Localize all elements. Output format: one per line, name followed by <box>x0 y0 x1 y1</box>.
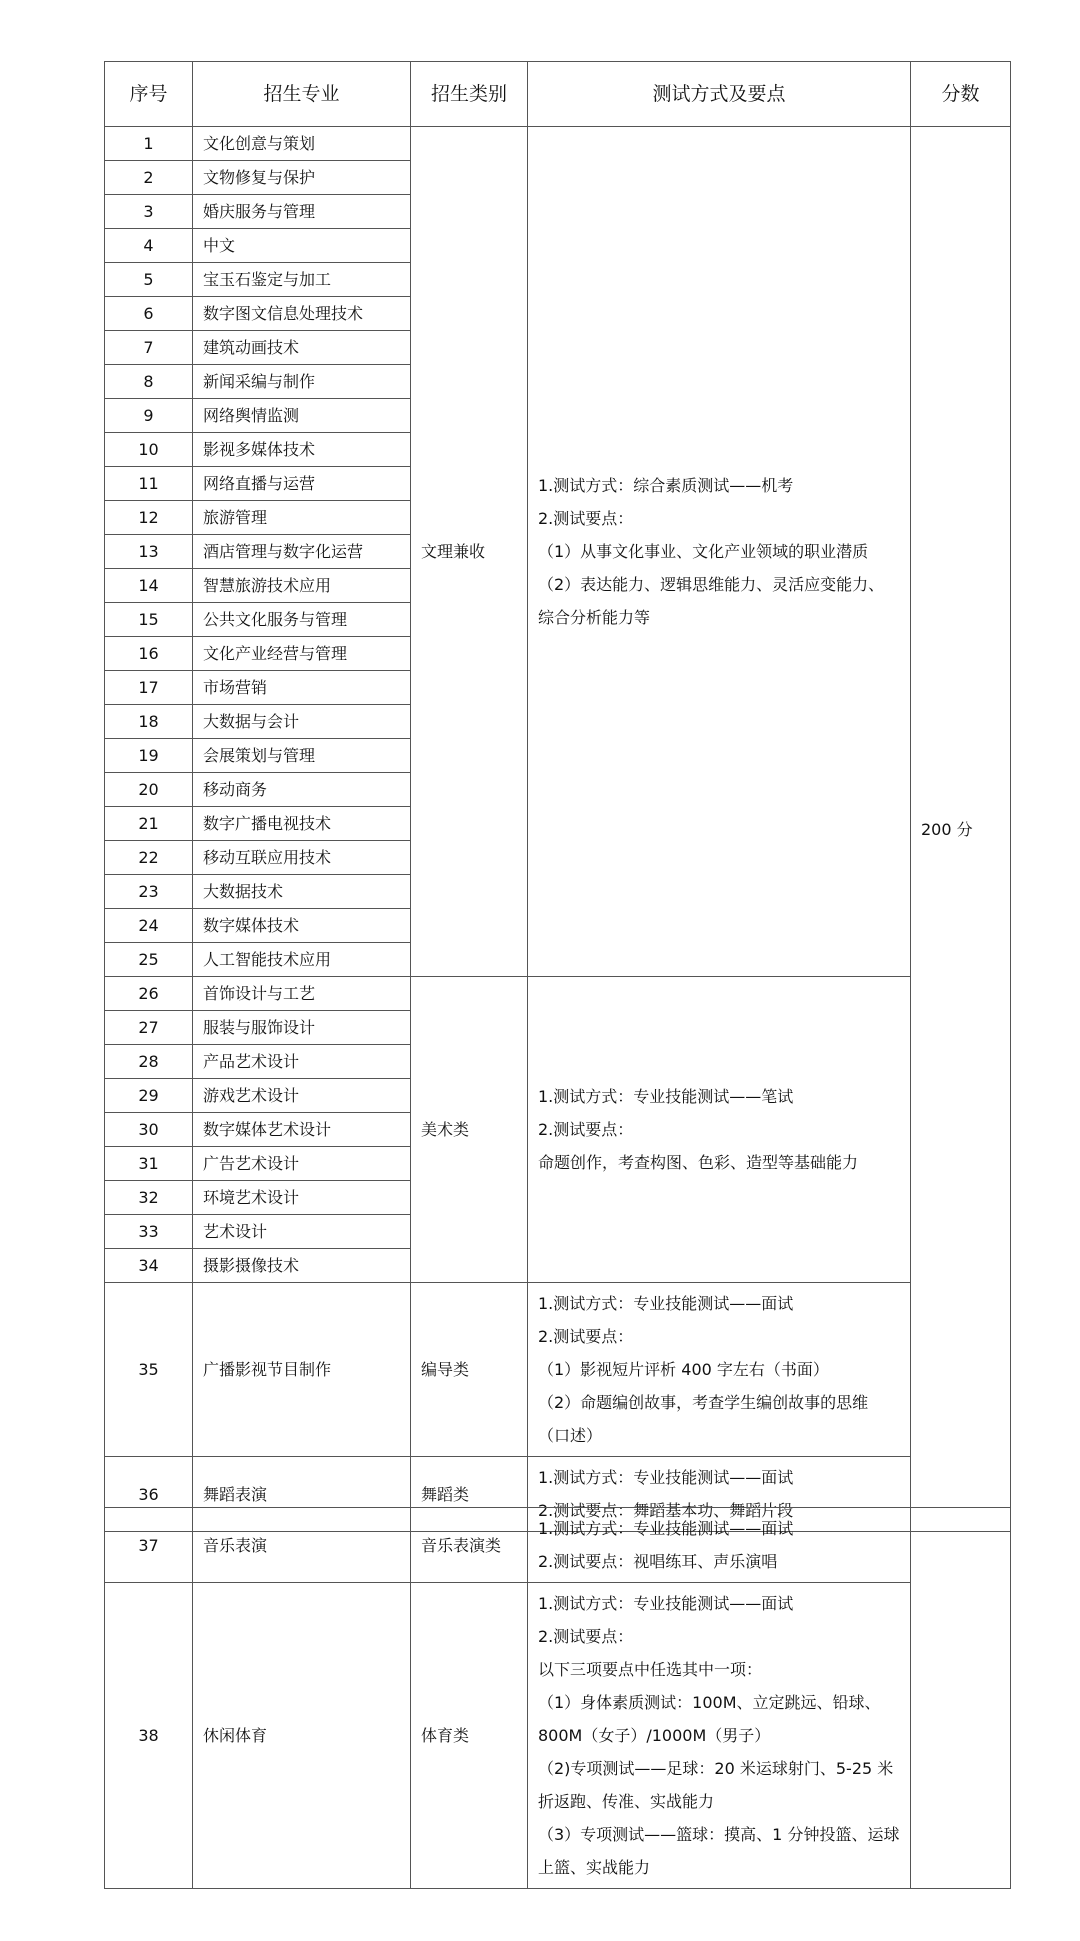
category-cell: 编导类 <box>411 1283 528 1457</box>
category-cell: 舞蹈类 <box>411 1457 528 1532</box>
major-cell: 首饰设计与工艺 <box>193 977 411 1011</box>
table-row <box>105 1508 1011 1583</box>
test-method-line: 1.测试方式：专业技能测试——面试 <box>538 1594 794 1613</box>
seq-cell: 35 <box>105 1283 193 1457</box>
test-method-line: 2.测试要点： <box>538 1327 634 1346</box>
test-method-cell <box>528 977 911 1283</box>
major-cell: 网络直播与运营 <box>193 467 411 501</box>
test-method-line: （1）身体素质测试：100M、立定跳远、铅球、800M（女子）/1000M（男子） <box>538 1693 881 1745</box>
major-cell: 音乐表演 <box>193 1508 411 1583</box>
major-cell: 市场营销 <box>193 671 411 705</box>
test-method-line: （1）从事文化事业、文化产业领域的职业潜质 <box>538 542 869 561</box>
major-cell: 摄影摄像技术 <box>193 1249 411 1283</box>
test-method-line: 2.测试要点： <box>538 509 634 528</box>
major-cell: 智慧旅游技术应用 <box>193 569 411 603</box>
major-cell: 数字媒体艺术设计 <box>193 1113 411 1147</box>
seq-cell: 14 <box>105 569 193 603</box>
major-cell: 文化创意与策划 <box>193 127 411 161</box>
test-method-line: 1.测试方式：综合素质测试——机考 <box>538 476 794 495</box>
test-method-line: 2.测试要点： <box>538 1627 634 1646</box>
seq-cell: 38 <box>105 1583 193 1889</box>
header-score: 分数 <box>911 62 1011 127</box>
seq-cell: 6 <box>105 297 193 331</box>
header-category: 招生类别 <box>411 62 528 127</box>
major-cell: 新闻采编与制作 <box>193 365 411 399</box>
header-row <box>105 62 1011 127</box>
major-cell: 文化产业经营与管理 <box>193 637 411 671</box>
seq-cell: 13 <box>105 535 193 569</box>
table-row <box>105 977 1011 1011</box>
header-major: 招生专业 <box>193 62 411 127</box>
seq-cell: 25 <box>105 943 193 977</box>
test-method-line: （2）表达能力、逻辑思维能力、灵活应变能力、综合分析能力等 <box>538 575 885 627</box>
seq-cell: 28 <box>105 1045 193 1079</box>
seq-cell: 20 <box>105 773 193 807</box>
test-method-cell <box>528 127 911 977</box>
major-cell: 会展策划与管理 <box>193 739 411 773</box>
major-cell: 休闲体育 <box>193 1583 411 1889</box>
seq-cell: 3 <box>105 195 193 229</box>
major-cell: 公共文化服务与管理 <box>193 603 411 637</box>
seq-cell: 9 <box>105 399 193 433</box>
seq-cell: 8 <box>105 365 193 399</box>
seq-cell: 33 <box>105 1215 193 1249</box>
major-cell: 数字图文信息处理技术 <box>193 297 411 331</box>
major-cell: 产品艺术设计 <box>193 1045 411 1079</box>
major-cell: 艺术设计 <box>193 1215 411 1249</box>
major-cell: 旅游管理 <box>193 501 411 535</box>
major-cell: 数字广播电视技术 <box>193 807 411 841</box>
seq-cell: 22 <box>105 841 193 875</box>
test-method-line: 1.测试方式：专业技能测试——面试 <box>538 1519 794 1538</box>
test-method-line: 命题创作，考查构图、色彩、造型等基础能力 <box>538 1153 859 1172</box>
test-method-line: 1.测试方式：专业技能测试——笔试 <box>538 1087 794 1106</box>
seq-cell: 15 <box>105 603 193 637</box>
major-cell: 数字媒体技术 <box>193 909 411 943</box>
major-cell: 大数据与会计 <box>193 705 411 739</box>
seq-cell: 16 <box>105 637 193 671</box>
major-cell: 文物修复与保护 <box>193 161 411 195</box>
test-method-line: 2.测试要点： <box>538 1120 634 1139</box>
seq-cell: 32 <box>105 1181 193 1215</box>
category-cell: 文理兼收 <box>411 127 528 977</box>
seq-cell: 17 <box>105 671 193 705</box>
header-seq: 序号 <box>105 62 193 127</box>
major-cell: 建筑动画技术 <box>193 331 411 365</box>
test-method-line: （2）命题编创故事，考查学生编创故事的思维（口述） <box>538 1393 869 1445</box>
seq-cell: 19 <box>105 739 193 773</box>
category-cell: 体育类 <box>411 1583 528 1889</box>
seq-cell: 5 <box>105 263 193 297</box>
header-method: 测试方式及要点 <box>528 62 911 127</box>
score-cell-empty <box>911 1508 1011 1889</box>
test-method-line: （3）专项测试——篮球：摸高、1 分钟投篮、运球上篮、实战能力 <box>538 1825 900 1877</box>
major-cell: 人工智能技术应用 <box>193 943 411 977</box>
table-row <box>105 127 1011 161</box>
seq-cell: 7 <box>105 331 193 365</box>
major-cell: 环境艺术设计 <box>193 1181 411 1215</box>
major-cell: 影视多媒体技术 <box>193 433 411 467</box>
test-method-line: （1）影视短片评析 400 字左右（书面） <box>538 1360 829 1379</box>
seq-cell: 18 <box>105 705 193 739</box>
major-cell: 服装与服饰设计 <box>193 1011 411 1045</box>
seq-cell: 12 <box>105 501 193 535</box>
test-method-line: 2.测试要点：视唱练耳、声乐演唱 <box>538 1552 778 1571</box>
test-method-cell <box>528 1283 911 1457</box>
seq-cell: 4 <box>105 229 193 263</box>
seq-cell: 34 <box>105 1249 193 1283</box>
seq-cell: 10 <box>105 433 193 467</box>
test-method-cell <box>528 1508 911 1583</box>
seq-cell: 31 <box>105 1147 193 1181</box>
admission-table-continued <box>104 1507 1011 1889</box>
test-method-cell <box>528 1583 911 1889</box>
seq-cell: 26 <box>105 977 193 1011</box>
major-cell: 移动商务 <box>193 773 411 807</box>
major-cell: 游戏艺术设计 <box>193 1079 411 1113</box>
test-method-line: 2.测试要点：舞蹈基本功、舞蹈片段 <box>538 1501 794 1520</box>
seq-cell: 36 <box>105 1457 193 1532</box>
major-cell: 大数据技术 <box>193 875 411 909</box>
major-cell: 广告艺术设计 <box>193 1147 411 1181</box>
seq-cell: 23 <box>105 875 193 909</box>
test-method-line: （2)专项测试——足球：20 米运球射门、5-25 米折返跑、传准、实战能力 <box>538 1759 894 1811</box>
table-row <box>105 1283 1011 1457</box>
major-cell: 酒店管理与数字化运营 <box>193 535 411 569</box>
score-cell: 200 分 <box>911 127 1011 1532</box>
seq-cell: 24 <box>105 909 193 943</box>
table-row <box>105 1583 1011 1889</box>
major-cell: 网络舆情监测 <box>193 399 411 433</box>
test-method-line: 1.测试方式：专业技能测试——面试 <box>538 1468 794 1487</box>
seq-cell: 11 <box>105 467 193 501</box>
major-cell: 移动互联应用技术 <box>193 841 411 875</box>
seq-cell: 37 <box>105 1508 193 1583</box>
seq-cell: 29 <box>105 1079 193 1113</box>
seq-cell: 21 <box>105 807 193 841</box>
seq-cell: 1 <box>105 127 193 161</box>
seq-cell: 27 <box>105 1011 193 1045</box>
seq-cell: 2 <box>105 161 193 195</box>
major-cell: 婚庆服务与管理 <box>193 195 411 229</box>
category-cell: 音乐表演类 <box>411 1508 528 1583</box>
major-cell: 舞蹈表演 <box>193 1457 411 1532</box>
test-method-line: 1.测试方式：专业技能测试——面试 <box>538 1294 794 1313</box>
admission-table <box>104 61 1011 1532</box>
major-cell: 宝玉石鉴定与加工 <box>193 263 411 297</box>
major-cell: 中文 <box>193 229 411 263</box>
major-cell: 广播影视节目制作 <box>193 1283 411 1457</box>
seq-cell: 30 <box>105 1113 193 1147</box>
test-method-line: 以下三项要点中任选其中一项： <box>538 1660 763 1679</box>
category-cell: 美术类 <box>411 977 528 1283</box>
